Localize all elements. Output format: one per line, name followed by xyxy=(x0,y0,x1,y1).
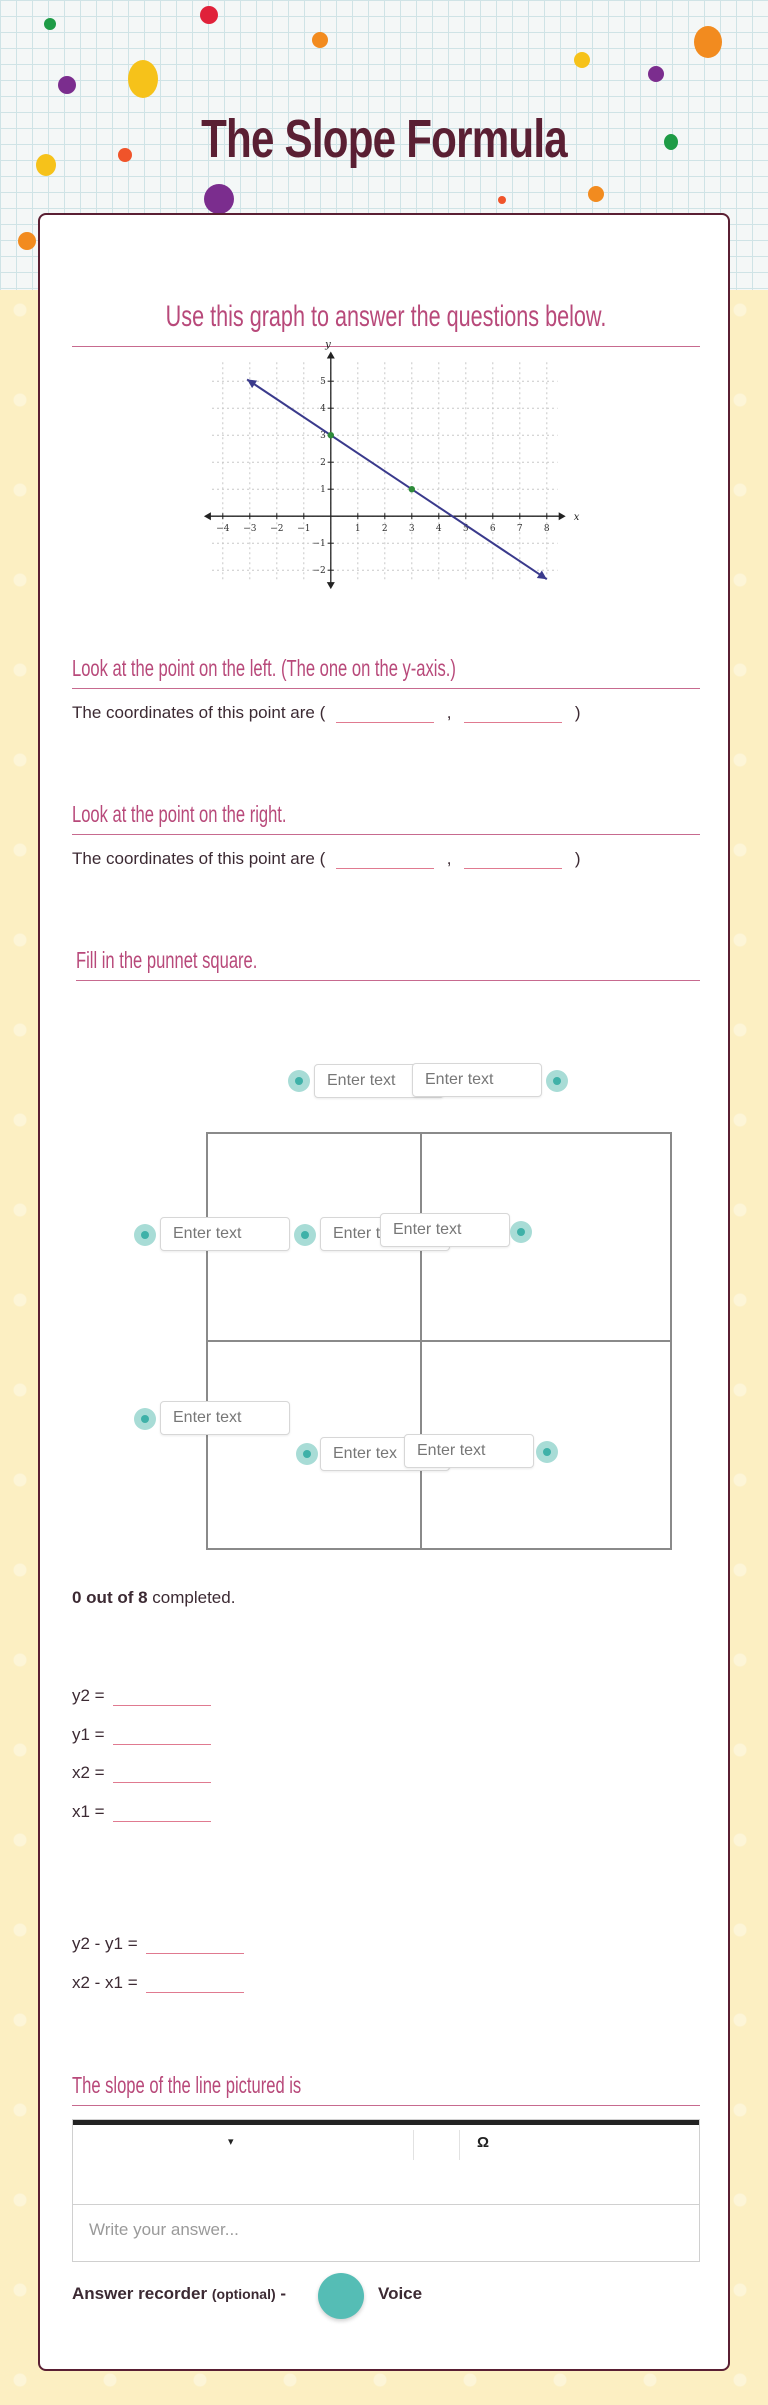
left-point-prompt: The coordinates of this point are ( xyxy=(72,703,326,722)
dy-row xyxy=(72,1934,244,1954)
x-tick-label: −4 xyxy=(216,524,230,535)
recorder-optional: (optional) xyxy=(211,2286,276,2302)
special-characters-icon[interactable]: Ω xyxy=(477,2134,490,2151)
right-point-prompt-row xyxy=(72,849,581,869)
slope-line-arrow-start xyxy=(247,379,257,388)
punnet-cell-input-4[interactable]: Enter text xyxy=(404,1434,534,1468)
y-tick-label: 2 xyxy=(320,458,326,469)
voice-record-button[interactable] xyxy=(318,2273,364,2319)
right-point-close: ) xyxy=(574,849,581,868)
coordinate-graph xyxy=(198,339,580,615)
y-axis-arrow-down xyxy=(327,582,335,589)
drag-handle[interactable] xyxy=(294,1224,316,1246)
y2-row xyxy=(72,1686,211,1706)
left-point-separator: , xyxy=(446,703,452,722)
drag-handle[interactable] xyxy=(510,1221,532,1243)
left-point-heading xyxy=(72,651,700,689)
splat-decoration xyxy=(312,32,328,48)
x-axis-arrow-right xyxy=(559,512,566,520)
y-tick-label: 1 xyxy=(320,485,326,496)
punnet-top-input-2[interactable]: Enter text xyxy=(412,1063,542,1097)
x-tick-label: 6 xyxy=(489,524,496,535)
slope-line xyxy=(247,379,547,579)
punnet-cell-input-2[interactable]: Enter text xyxy=(380,1213,510,1247)
splat-decoration xyxy=(200,6,218,24)
x-tick-label: 5 xyxy=(462,524,469,535)
drag-handle[interactable] xyxy=(134,1224,156,1246)
completion-text: completed. xyxy=(147,1588,236,1607)
y2-label: y2 = xyxy=(72,1686,105,1705)
x2-label: x2 = xyxy=(72,1763,105,1782)
completion-count: 0 out of 8 xyxy=(72,1588,148,1607)
y-tick-label: 5 xyxy=(320,377,326,388)
x-axis-label: x xyxy=(573,512,580,524)
splat-decoration xyxy=(694,26,722,58)
splat-decoration xyxy=(588,186,604,202)
right-point-heading xyxy=(72,797,700,835)
x-tick-label: 8 xyxy=(543,524,550,535)
worksheet-card xyxy=(38,213,730,2371)
graph-point-1 xyxy=(328,432,334,438)
graph-axes xyxy=(204,339,580,589)
drag-handle[interactable] xyxy=(288,1070,310,1092)
y-tick-label: −1 xyxy=(312,539,326,550)
recorder-label: Answer recorder xyxy=(72,2284,208,2303)
left-point-prompt-row xyxy=(72,703,581,723)
x-tick-label: −1 xyxy=(297,524,311,535)
splat-decoration xyxy=(574,52,590,68)
splat-decoration xyxy=(648,66,664,82)
drag-handle[interactable] xyxy=(134,1408,156,1430)
toolbar-separator xyxy=(459,2130,460,2160)
graph-section-heading xyxy=(72,297,700,347)
y1-input[interactable] xyxy=(113,1727,211,1745)
punnet-cell-input-1[interactable]: Enter t xyxy=(320,1217,450,1251)
x1-label: x1 = xyxy=(72,1802,105,1821)
right-point-prompt: The coordinates of this point are ( xyxy=(72,849,326,868)
y2-input[interactable] xyxy=(113,1688,211,1706)
splat-decoration xyxy=(18,232,36,250)
x1-input[interactable] xyxy=(113,1804,211,1822)
dx-label: x2 - x1 = xyxy=(72,1973,138,1992)
x-tick-label: 4 xyxy=(435,524,442,535)
slope-heading xyxy=(72,2068,700,2106)
y-tick-label: −2 xyxy=(312,566,326,577)
left-point-x-input[interactable] xyxy=(336,705,434,723)
y-axis-arrow-up xyxy=(327,352,335,359)
right-point-heading-text: Look at the point on the right. xyxy=(72,801,287,827)
slope-heading-text: The slope of the line pictured is xyxy=(72,2072,302,2098)
dx-input[interactable] xyxy=(146,1975,244,1993)
x-tick-label: −2 xyxy=(270,524,284,535)
x-tick-label: −3 xyxy=(243,524,257,535)
dy-label: y2 - y1 = xyxy=(72,1934,138,1953)
right-point-y-input[interactable] xyxy=(464,851,562,869)
dy-input[interactable] xyxy=(146,1936,244,1954)
left-point-y-input[interactable] xyxy=(464,705,562,723)
recorder-dash: - xyxy=(275,2284,287,2303)
right-point-x-input[interactable] xyxy=(336,851,434,869)
punnet-heading-text: Fill in the punnet square. xyxy=(76,947,258,973)
punnet-left-input-2[interactable]: Enter text xyxy=(160,1401,290,1435)
splat-decoration xyxy=(36,154,56,176)
graph-section-heading-text: Use this graph to answer the questions below. xyxy=(165,300,607,333)
answer-input[interactable]: Write your answer... xyxy=(89,2220,239,2239)
x-tick-label: 7 xyxy=(516,524,523,535)
splat-decoration xyxy=(44,18,56,30)
drag-handle[interactable] xyxy=(296,1443,318,1465)
answer-recorder-label xyxy=(72,2284,286,2304)
x2-input[interactable] xyxy=(113,1765,211,1783)
graph-line xyxy=(247,379,547,579)
y-tick-label: 3 xyxy=(320,431,326,442)
x2-row xyxy=(72,1763,211,1783)
punnet-horizontal-divider xyxy=(208,1340,670,1342)
splat-decoration xyxy=(204,184,234,214)
editor-divider xyxy=(73,2204,699,2205)
x1-row xyxy=(72,1802,211,1822)
slope-line-arrow-end xyxy=(537,570,547,579)
y-tick-label: 4 xyxy=(320,404,326,415)
right-point-separator: , xyxy=(446,849,452,868)
editor-toolbar-bar xyxy=(73,2120,699,2125)
splat-decoration xyxy=(128,60,158,98)
dx-row xyxy=(72,1973,244,1993)
punnet-top-input-1[interactable]: Enter text xyxy=(314,1064,444,1098)
y-axis-label: y xyxy=(325,339,331,351)
punnet-cell-input-3[interactable]: Enter tex xyxy=(320,1437,450,1471)
left-point-heading-text: Look at the point on the left. (The one on the y-axis.) xyxy=(72,655,456,681)
x-axis-arrow-left xyxy=(204,512,211,520)
slope-answer-editor xyxy=(72,2119,700,2262)
drag-handle[interactable] xyxy=(536,1441,558,1463)
punnet-square xyxy=(206,1132,672,1550)
punnet-left-input-1[interactable]: Enter text xyxy=(160,1217,290,1251)
x-tick-label: 3 xyxy=(408,524,415,535)
y1-row xyxy=(72,1725,211,1745)
splat-decoration xyxy=(58,76,76,94)
drag-handle[interactable] xyxy=(546,1070,568,1092)
format-dropdown-icon[interactable]: ▾ xyxy=(228,2136,234,2148)
page-title: The Slope Formula xyxy=(201,109,567,169)
graph-tick-labels xyxy=(216,377,550,576)
graph-point-2 xyxy=(409,486,415,492)
x-tick-label: 2 xyxy=(381,524,388,535)
y1-label: y1 = xyxy=(72,1725,105,1744)
completion-status xyxy=(72,1588,235,1608)
voice-label: Voice xyxy=(378,2284,423,2303)
punnet-heading xyxy=(76,943,700,981)
splat-decoration xyxy=(498,196,506,204)
left-point-close: ) xyxy=(574,703,581,722)
toolbar-separator xyxy=(413,2130,414,2160)
x-tick-label: 1 xyxy=(354,524,361,535)
